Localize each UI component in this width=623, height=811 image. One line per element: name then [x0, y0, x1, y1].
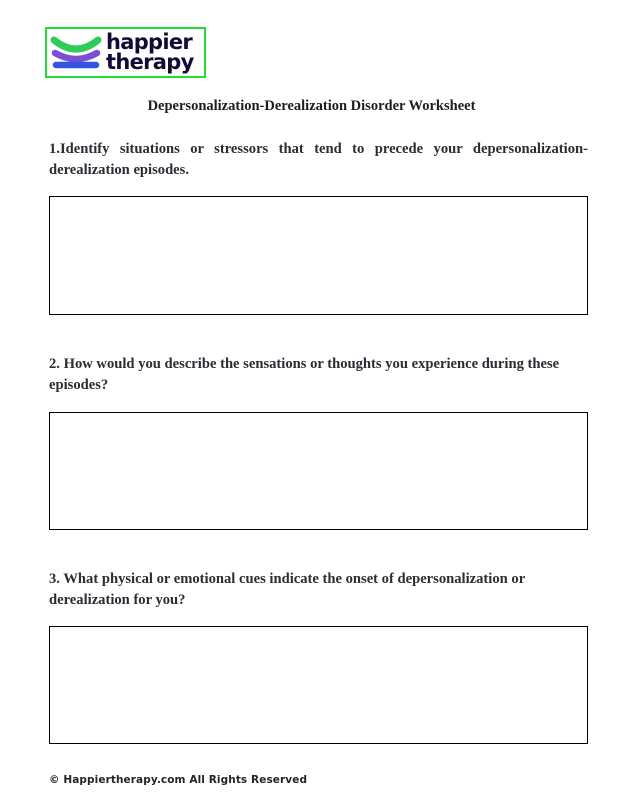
question-1-text: 1.Identify situations or stressors that tend to precede your depersonalization-derealization episodes.	[49, 141, 588, 178]
footer-copyright: © Happiertherapy.com All Rights Reserved	[49, 774, 308, 786]
question-2-text: 2. How would you describe the sensations or thoughts you experience during these episodes?	[49, 356, 560, 393]
logo-wordmark	[106, 30, 194, 74]
logo-swoosh-icon	[50, 32, 102, 74]
question-2-answer-box[interactable]	[49, 412, 588, 530]
brand-logo	[45, 27, 206, 78]
question-1-answer-box[interactable]	[49, 196, 588, 315]
logo-wordmark-line-2: therapy	[106, 49, 194, 74]
question-3-text: 3. What physical or emotional cues indicate the onset of depersonalization or derealization for you?	[49, 571, 525, 608]
logo-wordmark-line-1: happier	[106, 30, 193, 55]
page-title: Depersonalization-Derealization Disorder Worksheet	[147, 98, 476, 114]
question-3-answer-box[interactable]	[49, 626, 588, 744]
